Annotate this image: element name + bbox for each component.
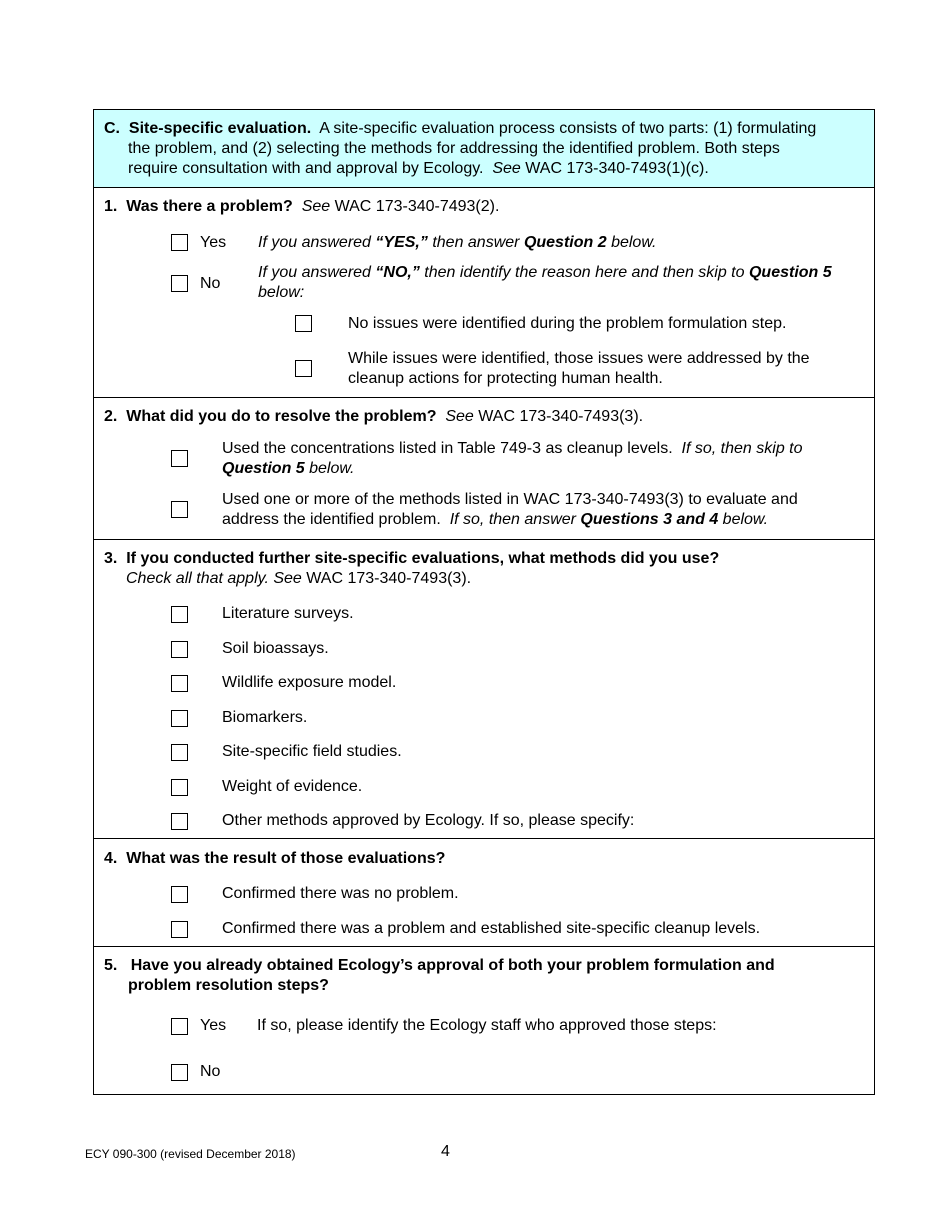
q5-yes-note: If so, please identify the Ecology staff who approved those steps: <box>257 1017 717 1034</box>
q1-no-note-line-2: below: <box>258 284 305 301</box>
q4-problem-confirmed-label: Confirmed there was a problem and established site-specific cleanup levels. <box>222 920 761 937</box>
section-c-title: Site-specific evaluation. <box>128 120 312 137</box>
question-2-number: 2. <box>104 408 118 425</box>
question-1-number: 1. <box>104 198 118 215</box>
q5-yes-label: Yes <box>200 1017 227 1034</box>
q2-option-1-line-2 <box>222 459 355 479</box>
section-c-intro-2: the problem, and (2) selecting the methods for addressing the identified problem. Both steps <box>128 140 780 157</box>
q3-bioassays-label: Soil bioassays. <box>222 640 329 657</box>
question-1-heading <box>104 197 499 217</box>
section-c-intro-3: require consultation with and approval by Ecology. <box>128 160 484 177</box>
q3-literature-label: Literature surveys. <box>222 605 354 622</box>
q4-problem-confirmed-checkbox[interactable] <box>171 921 188 938</box>
question-4-heading <box>104 849 445 869</box>
question-3-text: If you conducted further site-specific evaluations, what methods did you use? <box>126 550 720 567</box>
q3-wildlife-checkbox[interactable] <box>171 675 188 692</box>
q1-reason-1-label: No issues were identified during the problem formulation step. <box>348 315 787 332</box>
q3-field-studies-checkbox[interactable] <box>171 744 188 761</box>
q1-yes-note-e: below. <box>606 234 657 251</box>
q2-option-1-text: Used the concentrations listed in Table 749-3 as cleanup levels. <box>222 440 673 457</box>
question-2-heading <box>104 407 643 427</box>
section-c-line-1 <box>104 119 816 139</box>
q2-option-1-note-c: below. <box>304 460 355 477</box>
question-4-number: 4. <box>104 850 118 867</box>
question-5-section <box>94 946 874 1094</box>
q3-field-studies-label: Site-specific field studies. <box>222 743 402 760</box>
site-specific-evaluation-form <box>93 109 875 1095</box>
section-c-intro-1: A site-specific evaluation process consists of two parts: (1) formulating <box>319 120 817 137</box>
question-5-number: 5. <box>104 957 118 974</box>
question-2-section <box>94 397 874 539</box>
q2-option-1-note-b: Question 5 <box>222 460 305 477</box>
q1-no-note-line-1 <box>258 263 832 283</box>
q5-no-checkbox[interactable] <box>171 1064 188 1081</box>
q2-option-1-note-a: If so, then skip to <box>681 440 803 457</box>
q2-option-1-line-1 <box>222 439 803 459</box>
q2-option-2-note-b: Questions 3 and 4 <box>580 511 719 528</box>
section-c-letter: C. <box>104 120 120 137</box>
question-1-section <box>94 187 874 397</box>
q5-no-label: No <box>200 1063 221 1080</box>
question-3-ref: WAC 173-340-7493(3). <box>306 570 472 587</box>
q3-wildlife-label: Wildlife exposure model. <box>222 674 397 691</box>
q1-yes-checkbox[interactable] <box>171 234 188 251</box>
q1-reason-2-line-1: While issues were identified, those issues were addressed by the <box>348 350 810 367</box>
q2-option-2-line-2 <box>222 510 768 530</box>
section-c-header <box>94 110 874 187</box>
q1-no-checkbox[interactable] <box>171 275 188 292</box>
section-c-ref: WAC 173-340-7493(1)(c). <box>525 160 709 177</box>
question-4-text: What was the result of those evaluations? <box>126 850 446 867</box>
question-2-see: See <box>445 408 474 425</box>
q1-reason-2-checkbox[interactable] <box>295 360 312 377</box>
question-3-subheading <box>126 569 471 589</box>
q3-biomarkers-label: Biomarkers. <box>222 709 308 726</box>
question-1-see: See <box>301 198 331 215</box>
question-5-text-1: Have you already obtained Ecology’s approval of both your problem formulation and <box>130 957 775 974</box>
question-5-heading-line-1 <box>104 956 775 976</box>
footer-form-id: ECY 090-300 (revised December 2018) <box>85 1147 296 1161</box>
q1-yes-note-c: then answer <box>427 234 524 251</box>
q3-biomarkers-checkbox[interactable] <box>171 710 188 727</box>
q5-yes-checkbox[interactable] <box>171 1018 188 1035</box>
q2-option-2-checkbox[interactable] <box>171 501 188 518</box>
question-2-text: What did you do to resolve the problem? <box>126 408 437 425</box>
q1-no-note-c: then identify the reason here and then skip to <box>419 264 749 281</box>
question-1-text: Was there a problem? <box>126 198 293 215</box>
question-3-heading <box>104 549 719 569</box>
q3-weight-of-evidence-checkbox[interactable] <box>171 779 188 796</box>
question-4-section <box>94 838 874 946</box>
q1-yes-note-a: If you answered <box>258 234 376 251</box>
q2-option-2-note <box>450 511 768 528</box>
page-number: 4 <box>441 1143 450 1160</box>
q1-yes-note-b: “YES,” <box>375 234 428 251</box>
q1-yes-note-d: Question 2 <box>523 234 607 251</box>
q3-other-methods-checkbox[interactable] <box>171 813 188 830</box>
q3-weight-of-evidence-label: Weight of evidence. <box>222 778 363 795</box>
q4-no-problem-checkbox[interactable] <box>171 886 188 903</box>
q2-option-1-checkbox[interactable] <box>171 450 188 467</box>
q4-no-problem-label: Confirmed there was no problem. <box>222 885 459 902</box>
question-3-number: 3. <box>104 550 118 567</box>
q1-reason-2-line-2: cleanup actions for protecting human health. <box>348 370 663 387</box>
q3-bioassays-checkbox[interactable] <box>171 641 188 658</box>
q1-no-label: No <box>200 275 221 292</box>
q1-reason-1-checkbox[interactable] <box>295 315 312 332</box>
question-3-instruction: Check all that apply. See <box>126 570 302 587</box>
q1-yes-note <box>258 233 656 253</box>
q1-no-note-b: “NO,” <box>375 264 420 281</box>
question-1-ref: WAC 173-340-7493(2). <box>334 198 500 215</box>
question-5-text-2: problem resolution steps? <box>128 977 329 994</box>
question-3-section <box>94 539 874 838</box>
question-2-ref: WAC 173-340-7493(3). <box>478 408 644 425</box>
q3-other-methods-label: Other methods approved by Ecology. If so, please specify: <box>222 812 635 829</box>
q2-option-2-text: address the identified problem. <box>222 511 441 528</box>
q1-yes-label: Yes <box>200 234 227 251</box>
q2-option-2-line-1: Used one or more of the methods listed in WAC 173-340-7493(3) to evaluate and <box>222 491 798 508</box>
q3-literature-checkbox[interactable] <box>171 606 188 623</box>
section-c-see: See <box>492 160 521 177</box>
section-c-line-3 <box>128 159 709 179</box>
q1-no-note-d: Question 5 <box>748 264 832 281</box>
q2-option-2-note-a: If so, then answer <box>449 511 581 528</box>
q2-option-2-note-c: below. <box>718 511 769 528</box>
q1-no-note-a: If you answered <box>258 264 376 281</box>
